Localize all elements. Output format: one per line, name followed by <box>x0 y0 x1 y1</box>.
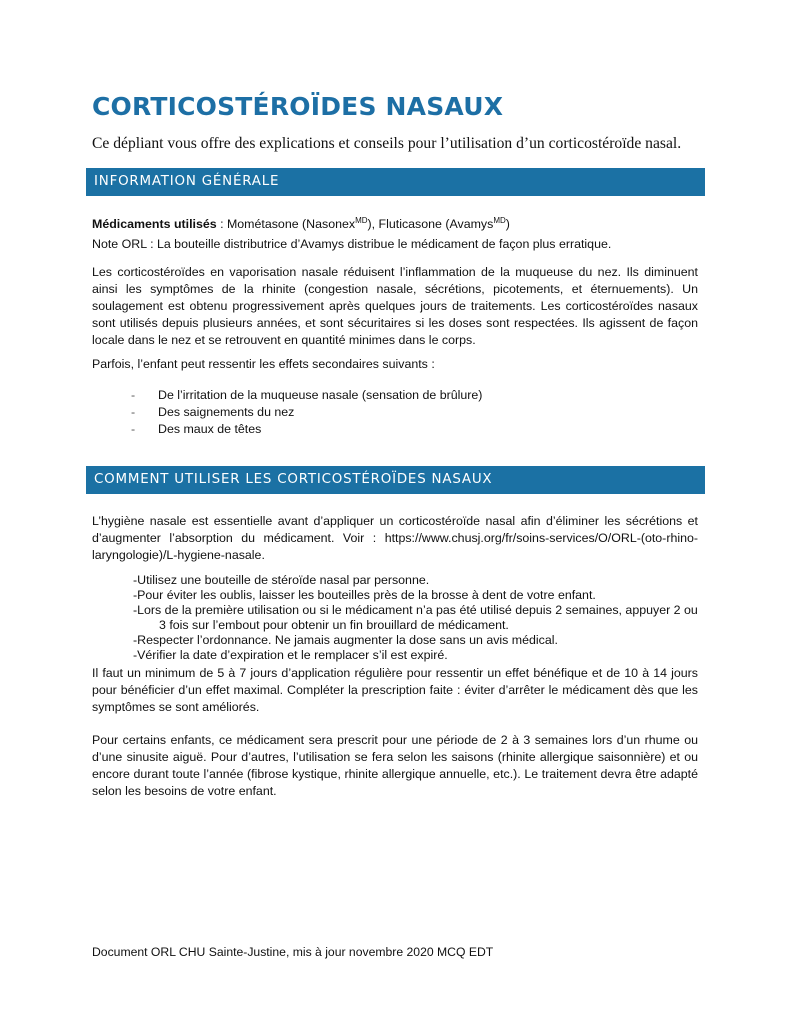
md-mark: MD <box>355 216 368 225</box>
medications-end: ) <box>505 217 510 232</box>
page-title: CORTICOSTÉROÏDES NASAUX <box>92 92 504 121</box>
page-footer: Document ORL CHU Sainte-Justine, mis à jour novembre 2020 MCQ EDT <box>92 945 494 959</box>
duration-paragraph: Il faut un minimum de 5 à 7 jours d’application régulière pour ressentir un effet bénéfique et de 10 à 14 jours pour bénéficier d’un effet maximal. Compléter la prescription faite : éviter d’arrêter le médicament dès que les symptômes se sont améliorés. <box>92 666 698 714</box>
list-item: - Des saignements du nez <box>131 405 295 419</box>
side-effects-intro: Parfois, l’enfant peut ressentir les effets secondaires suivants : <box>92 357 435 371</box>
list-item: -Utilisez une bouteille de stéroïde nasal par personne. <box>133 573 430 587</box>
list-item: -Pour éviter les oublis, laisser les bouteilles près de la brosse à dent de votre enfant. <box>133 588 596 602</box>
page-subtitle: Ce dépliant vous offre des explications et conseils pour l’utilisation d’un corticostéroïde nasal. <box>92 135 682 152</box>
hygiene-paragraph: L’hygiène nasale est essentielle avant d’appliquer un corticostéroïde nasal afin d’éliminer les sécrétions et d’augmenter l’absorption du médicament. Voir : https://www.chusj.org/fr/soins-services/O/ORL-(oto-rhino-laryngologie)/L-hygiene-nasale. <box>92 514 698 562</box>
medications-label: Médicaments utilisés <box>92 217 217 232</box>
medications-sep: : Mométasone (Nasonex <box>216 217 356 232</box>
side-effects-list <box>131 387 482 438</box>
list-item: - De l’irritation de la muqueuse nasale (sensation de brûlure) <box>131 388 483 402</box>
section-heading-general: INFORMATION GÉNÉRALE <box>86 168 705 196</box>
list-item: - Des maux de têtes <box>131 422 262 436</box>
medications-line <box>92 212 698 233</box>
list-item: -Vérifier la date d’expiration et le remplacer s’il est expiré. <box>133 648 448 662</box>
orl-note: Note ORL : La bouteille distributrice d’Avamys distribue le médicament de façon plus erratique. <box>92 237 612 251</box>
md-mark: MD <box>493 216 506 225</box>
prescription-paragraph: Pour certains enfants, ce médicament sera prescrit pour une période de 2 à 3 semaines lors d’un rhume ou d’une sinusite aiguë. Pour d’autres, l’utilisation se fera selon les saisons (rhinite allergique saisonnière) et ou encore durant toute l’année (fibrose kystique, rhinite allergique annuelle, etc.). Le traitement devra être adapté selon les besoins de votre enfant. <box>92 733 698 798</box>
medications-mid: ), Fluticasone (Avamys <box>367 217 494 232</box>
list-item: -Lors de la première utilisation ou si le médicament n’a pas été utilisé depuis 2 semaines, appuyer 2 ou 3 fois sur l’embout pour obtenir un fin brouillard de médicament. <box>133 603 698 632</box>
general-paragraph: Les corticostéroïdes en vaporisation nasale réduisent l’inflammation de la muqueuse du nez. Ils diminuent ainsi les symptômes de la rhinite (congestion nasale, sécrétions, picotements, et éternuements). Un soulagement est obtenu progressivement après quelques jours de traitements. Les corticostéroïdes nasaux sont utilisés depuis plusieurs années, et sont sécuritaires si les doses sont respectées. Ils agissent de façon locale dans le nez et se retrouvent en quantité minimes dans le corps. <box>92 265 698 347</box>
usage-steps <box>133 573 699 663</box>
section-heading-usage: COMMENT UTILISER LES CORTICOSTÉROÏDES NASAUX <box>86 466 705 494</box>
list-item: -Respecter l’ordonnance. Ne jamais augmenter la dose sans un avis médical. <box>133 633 558 647</box>
